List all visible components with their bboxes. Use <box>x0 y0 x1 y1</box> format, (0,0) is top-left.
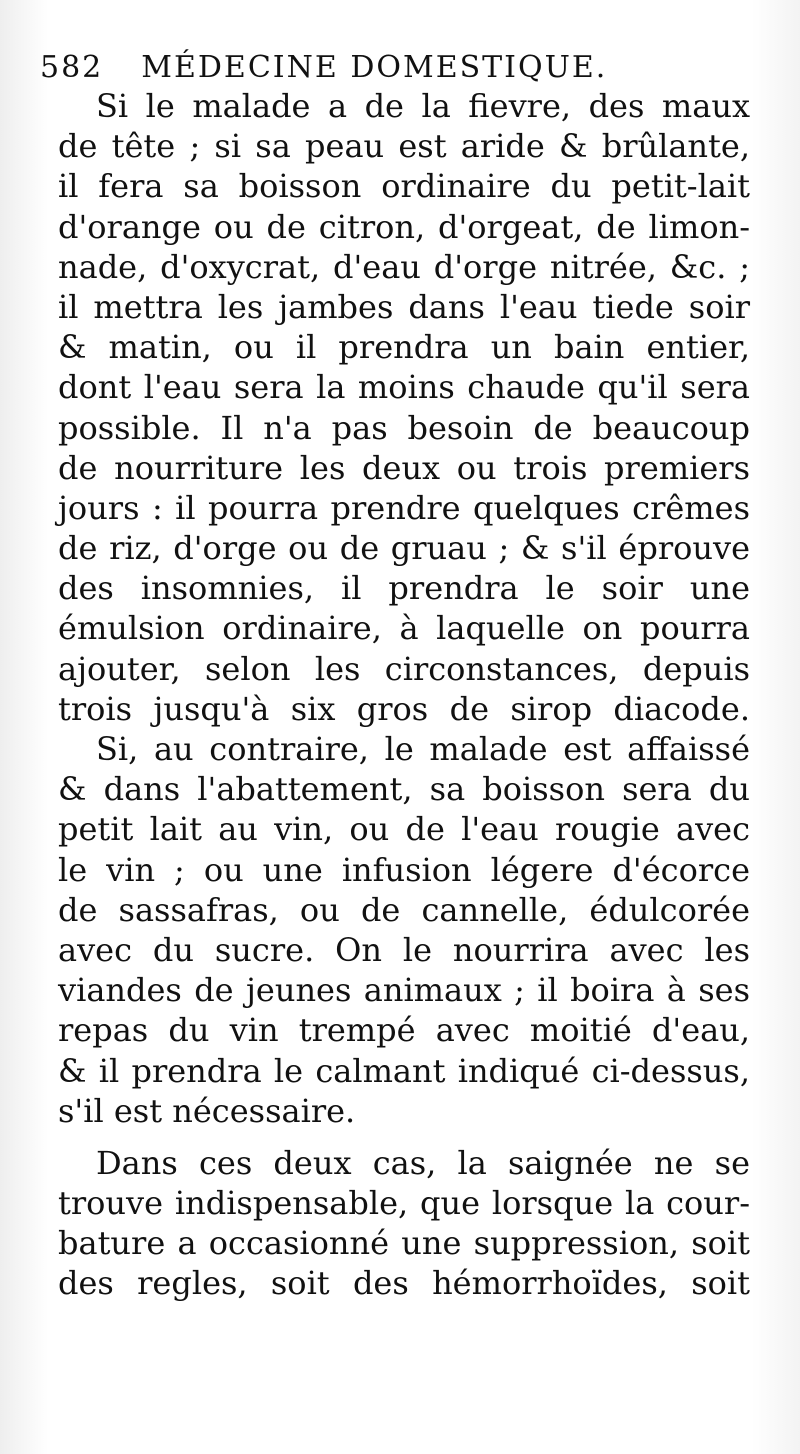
text-line: d'orange ou de citron, d'orgeat, de limon- <box>58 207 750 246</box>
text-line: des regles, soit des hémorrhoïdes, soit <box>58 1264 750 1303</box>
text-line: avec du sucre. On le nourrira avec les <box>58 930 750 969</box>
text-line: & matin, ou il prendra un bain entier, <box>58 328 750 367</box>
body-text <box>58 86 750 1304</box>
text-line: trois jusqu'à six gros de sirop diacode. <box>58 689 750 728</box>
text-line: & il prendra le calmant indiqué ci-dessus, <box>58 1051 750 1090</box>
text-line: Si le malade a de la fievre, des maux <box>96 87 750 125</box>
text-line: dont l'eau sera la moins chaude qu'il sera <box>58 368 750 407</box>
text-line: de tête ; si sa peau est aride & brûlante, <box>58 127 750 166</box>
text-line: trouve indispensable, que lorsque la cour- <box>58 1184 750 1223</box>
running-title: MÉDECINE DOMESTIQUE. <box>141 50 608 85</box>
text-line: & dans l'abattement, sa boisson sera du <box>58 770 750 809</box>
text-line: petit lait au vin, ou de l'eau rougie avec <box>58 810 750 849</box>
text-line: il mettra les jambes dans l'eau tiede soir <box>58 287 750 326</box>
text-line: ajouter, selon les circonstances, depuis <box>58 649 750 688</box>
text-line: Dans ces deux cas, la saignée ne se <box>96 1143 750 1182</box>
text-line: de riz, d'orge ou de gruau ; & s'il éprouve <box>58 529 750 568</box>
text-line: viandes de jeunes animaux ; il boira à ses <box>58 971 750 1010</box>
text-line: des insomnies, il prendra le soir une <box>58 569 750 608</box>
text-line: le vin ; ou une infusion légere d'écorce <box>58 850 750 889</box>
page-number: 582 <box>40 50 104 85</box>
text-line: il fera sa boisson ordinaire du petit-lait <box>58 167 750 206</box>
text-line: s'il est nécessaire. <box>58 1091 356 1130</box>
text-line: jours : il pourra prendre quelques crêmes <box>58 488 750 527</box>
text-line: repas du vin trempé avec moitié d'eau, <box>58 1011 750 1050</box>
text-line: nade, d'oxycrat, d'eau d'orge nitrée, &c. ; <box>58 247 750 286</box>
text-line: bature a occasionné une suppression, soit <box>58 1224 750 1263</box>
running-header <box>40 50 770 85</box>
text-line: Si, au contraire, le malade est affaissé <box>96 730 750 768</box>
text-line: émulsion ordinaire, à laquelle on pourra <box>58 609 750 648</box>
text-line: de sassafras, ou de cannelle, édulcorée <box>58 890 750 929</box>
text-line: possible. Il n'a pas besoin de beaucoup <box>58 408 750 447</box>
text-line: de nourriture les deux ou trois premiers <box>58 448 750 487</box>
